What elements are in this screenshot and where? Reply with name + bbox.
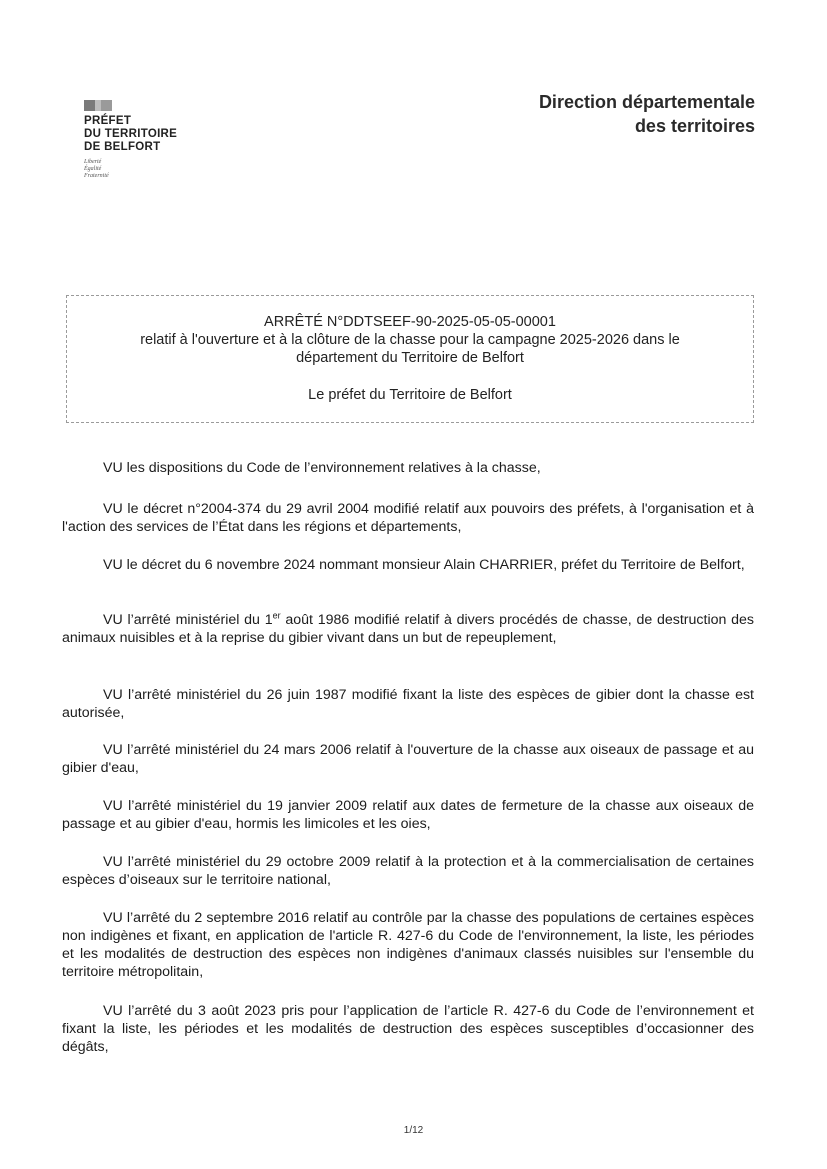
- paragraph-4: VU l’arrêté ministériel du 1er août 1986 modifié relatif à divers procédés de chasse, de destruction des animaux nuisibles et à la reprise du gibier vivant dans un but de repeuplement,: [62, 610, 754, 646]
- paragraph-6: VU l’arrêté ministériel du 24 mars 2006 relatif à l'ouverture de la chasse aux oiseaux de passage et au gibier d'eau,: [62, 742, 754, 776]
- paragraph-3: VU le décret du 6 novembre 2024 nommant monsieur Alain CHARRIER, préfet du Territoire de Belfort,: [103, 557, 745, 573]
- direction-line-2: des territoires: [634, 116, 755, 136]
- page-number: 1/12: [403, 1125, 424, 1136]
- paragraph-8: VU l’arrêté ministériel du 29 octobre 2009 relatif à la protection et à la commercialisation de certaines espèces d’oiseaux sur le territoire national,: [62, 854, 754, 888]
- motto-egalite: Égalité: [84, 166, 102, 172]
- decree-subject-line-2: département du Territoire de Belfort: [296, 350, 524, 366]
- marianne-flag-icon: [84, 100, 177, 111]
- paragraph-9: VU l’arrêté du 2 septembre 2016 relatif au contrôle par la chasse des populations de certaines espèces non indigènes et fixant, en application de l'article R. 427-6 du Code de l'environnement, la liste, les périodes et les modalités de destruction des espèces non indigènes d'animaux classés nuisibles sur l'ensemble du territoire métropolitain,: [62, 910, 754, 980]
- motto-liberte: Liberté: [84, 159, 102, 165]
- republic-motto: [84, 159, 177, 180]
- paragraph-2: VU le décret n°2004-374 du 29 avril 2004 modifié relatif aux pouvoirs des préfets, à l'organisation et à l'action des services de l’État dans les régions et départements,: [62, 501, 754, 535]
- decree-title-box: [66, 295, 754, 423]
- superscript-er: er: [272, 610, 281, 621]
- paragraph-7: VU l’arrêté ministériel du 19 janvier 2009 relatif aux dates de fermeture de la chasse aux oiseaux de passage et au gibier d'eau, hormis les limicoles et les oies,: [62, 798, 754, 832]
- logo-line-3: DE BELFORT: [84, 141, 161, 153]
- logo-line-2: DU TERRITOIRE: [84, 128, 178, 140]
- paragraph-5: VU l’arrêté ministériel du 26 juin 1987 modifié fixant la liste des espèces de gibier dont la chasse est autorisée,: [62, 687, 754, 721]
- paragraph-10: VU l’arrêté du 3 août 2023 pris pour l’application de l’article R. 427-6 du Code de l’environnement et fixant la liste, les périodes et les modalités de destruction des espèces susceptibles d’occasionner des dégâts,: [62, 1003, 754, 1055]
- paragraph-1: VU les dispositions du Code de l’environnement relatives à la chasse,: [103, 460, 541, 476]
- direction-heading: [539, 90, 755, 138]
- motto-fraternite: Fraternité: [84, 173, 109, 179]
- logo-line-1: PRÉFET: [84, 115, 132, 127]
- direction-line-1: Direction départementale: [538, 92, 755, 112]
- decree-subject-line-1: relatif à l'ouverture et à la clôture de la chasse pour la campagne 2025-2026 dans le: [140, 332, 680, 348]
- prefect-line: Le préfet du Territoire de Belfort: [308, 387, 512, 403]
- decree-number: ARRÊTÉ N°DDTSEEF-90-2025-05-05-00001: [264, 314, 556, 330]
- prefecture-logo: [84, 100, 177, 180]
